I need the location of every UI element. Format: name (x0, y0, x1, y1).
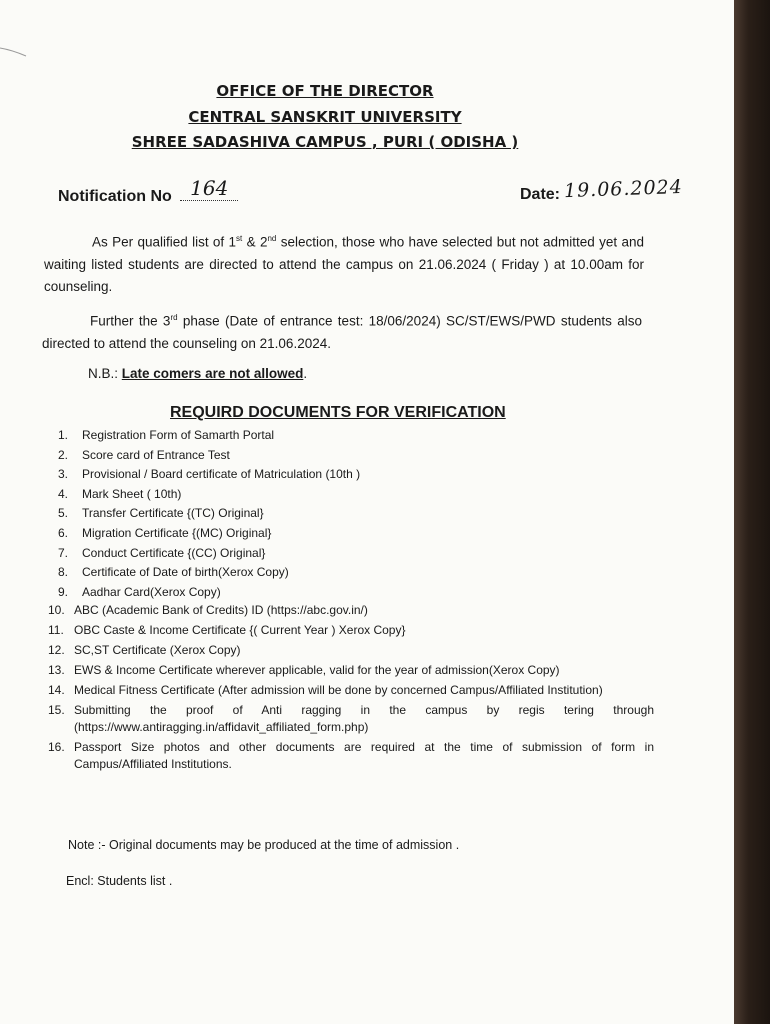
list-item (48, 622, 654, 639)
item-number: 1. (58, 428, 69, 442)
item-number: 9. (58, 584, 69, 599)
item-number: 2. (58, 447, 69, 462)
item-number: 3. (58, 467, 69, 482)
list-item (54, 465, 654, 485)
item-number: 11. (48, 623, 64, 638)
list-item (54, 426, 654, 446)
item-text: Conduct Certificate {(CC) Original} (82, 545, 266, 560)
item-number: 12. (48, 643, 65, 658)
paragraph-third-phase (42, 307, 642, 355)
list-item (48, 662, 654, 679)
enclosure-note: Encl: Students list . (66, 874, 173, 888)
list-item (48, 702, 654, 736)
p1-text-a: As Per qualified list of 1 (92, 234, 237, 250)
p1-sup-1: st (236, 234, 243, 243)
list-item (48, 642, 654, 659)
item-text: Registration Form of Samarth Portal (82, 428, 275, 442)
item-number: 14. (48, 683, 65, 698)
list-item (54, 583, 654, 603)
nb-note: N.B.: Late comers are not allowed. (88, 366, 308, 381)
paragraph-counseling-notice (44, 228, 644, 298)
item-number: 15. (48, 703, 65, 718)
item-text: Transfer Certificate {(TC) Original} (82, 506, 264, 521)
university-name: CENTRAL SANSKRIT UNIVERSITY (188, 108, 462, 126)
campus-name: SHREE SADASHIVA CAMPUS , PURI ( ODISHA ) (131, 133, 519, 151)
list-item (54, 544, 654, 564)
item-text: Submitting the proof of Anti ragging in the campus by regis tering through (https://www.antiragging.in/affidavit_affiliated_form.php) (74, 703, 654, 735)
list-item (48, 682, 654, 699)
scan-corner-mark (0, 44, 28, 58)
item-text: Score card of Entrance Test (82, 447, 230, 462)
item-text: ABC (Academic Bank of Credits) ID (https://abc.gov.in/) (74, 603, 368, 618)
date-value: 19.06.2024 (564, 175, 684, 203)
item-number: 5. (58, 506, 69, 521)
office-title: OFFICE OF THE DIRECTOR (216, 82, 434, 100)
documents-heading: REQUIRD DOCUMENTS FOR VERIFICATION (170, 404, 506, 421)
list-item (48, 739, 654, 773)
list-item (54, 563, 654, 583)
list-item (54, 485, 654, 505)
documents-list (48, 426, 654, 776)
list-item (54, 524, 654, 544)
item-text: Certificate of Date of birth(Xerox Copy) (82, 565, 289, 580)
item-number: 7. (58, 545, 69, 560)
item-number: 6. (58, 525, 69, 540)
p2-text-a: Further the 3 (90, 313, 171, 329)
p1-text-c: selection, those who have selected but not admitted yet and waiting listed students are directed to attend the campus on 21.06.2024 ( Friday ) at 10.00am for counseling. (44, 234, 645, 294)
p2-sup: rd (170, 313, 178, 322)
item-text: Migration Certificate {(MC) Original} (82, 525, 272, 540)
notification-label: Notification No (58, 188, 172, 205)
item-text: Passport Size photos and other documents are required at the time of submission of form in Campus/Affiliated Institutions. (74, 740, 654, 772)
list-item (48, 602, 654, 619)
item-text: Mark Sheet ( 10th) (82, 486, 182, 501)
date-label: Date: (520, 186, 561, 203)
item-text: OBC Caste & Income Certificate {( Current Year ) Xerox Copy} (74, 623, 406, 638)
item-text: Provisional / Board certificate of Matriculation (10th ) (82, 467, 361, 482)
nb-label: N.B.: (88, 366, 119, 381)
item-text: SC,ST Certificate (Xerox Copy) (74, 643, 241, 658)
nb-late-warning: Late comers are not allowed (121, 366, 304, 381)
p2-text-b: phase (Date of entrance test: 18/06/2024) SC/ST/EWS/PWD students also directed to attend the counseling on 21.06.2024. (42, 313, 642, 351)
p1-sup-2: nd (267, 234, 277, 243)
item-number: 13. (48, 663, 65, 678)
original-documents-note: Note :- Original documents may be produced at the time of admission . (68, 838, 460, 852)
item-text: Aadhar Card(Xerox Copy) (82, 584, 221, 599)
notification-number-row (58, 176, 238, 207)
item-number: 8. (58, 565, 69, 580)
notification-date-row (520, 175, 684, 204)
list-item (54, 504, 654, 524)
item-number: 10. (48, 603, 65, 618)
item-text: EWS & Income Certificate wherever applicable, valid for the year of admission(Xerox Copy) (74, 663, 560, 678)
item-number: 16. (48, 740, 65, 755)
list-item (54, 446, 654, 466)
scan-page-edge (734, 0, 770, 1024)
item-text: Medical Fitness Certificate (After admission will be done by concerned Campus/Affiliated Institution) (74, 683, 603, 698)
p1-text-b: & 2 (242, 234, 268, 250)
item-number: 4. (58, 486, 69, 501)
notification-number: 164 (180, 176, 238, 201)
